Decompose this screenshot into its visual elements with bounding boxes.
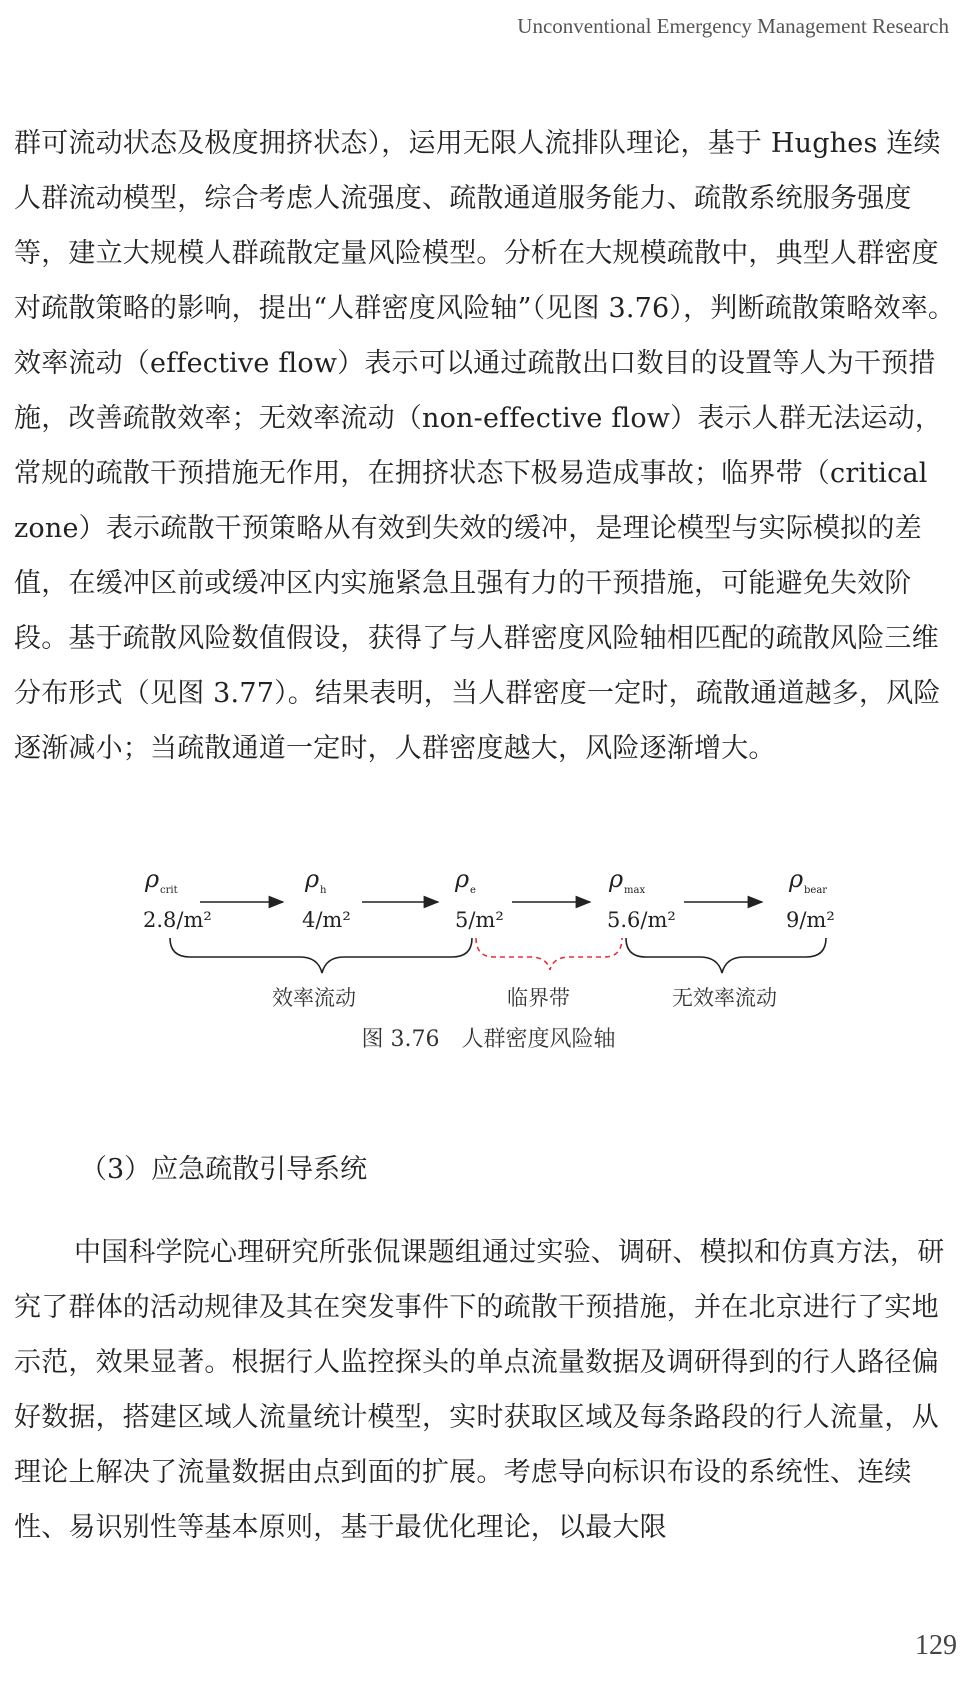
- critical-zone-brace: [476, 938, 622, 970]
- density-value-max: 5.6/m²: [607, 908, 676, 932]
- density-value-bear: 9/m²: [786, 908, 835, 932]
- crowd-density-risk-axis-figure: [0, 855, 977, 1045]
- paragraph-text: 中国科学院心理研究所张侃课题组通过实验、调研、模拟和仿真方法，研究了群体的活动规律及其在突发事件下的疏散干预措施，并在北京进行了实地示范，效果显著。根据行人监控探头的单点流量数据及调研得到的行人路径偏好数据，搭建区域人流量统计模型，实时获取区域及每条路段的行人流量，从理论上解决了流量数据由点到面的扩展。考虑导向标识布设的系统性、连续性、易识别性等基本原则，基于最优化理论，以最大限: [14, 1237, 945, 1543]
- rho-subscript-max: max: [624, 885, 646, 896]
- body-paragraph-1: [14, 116, 964, 776]
- rho-subscript-bear: bear: [804, 885, 828, 896]
- section-heading: （3）应急疏散引导系统: [80, 1154, 368, 1185]
- non-effective-flow-brace: [626, 938, 826, 973]
- zone-label-effective-flow: 效率流动: [272, 986, 356, 1010]
- rho-symbol-e: ρ: [455, 865, 470, 893]
- rho-subscript-e: e: [470, 885, 476, 896]
- rho-symbol-crit: ρ: [145, 865, 160, 893]
- body-paragraph-2: [14, 1225, 964, 1555]
- figure-caption: 图 3.76 人群密度风险轴: [361, 1027, 616, 1052]
- rho-symbol-h: ρ: [305, 865, 320, 893]
- effective-flow-brace: [170, 938, 472, 973]
- risk-axis-diagram: [0, 855, 977, 1015]
- running-header: Unconventional Emergency Management Research: [517, 14, 949, 38]
- rho-subscript-h: h: [320, 885, 327, 896]
- density-value-h: 4/m²: [302, 908, 351, 932]
- density-value-crit: 2.8/m²: [143, 908, 212, 932]
- page-number: 129: [915, 1630, 957, 1661]
- density-value-e: 5/m²: [455, 908, 504, 932]
- rho-symbol-max: ρ: [609, 865, 624, 893]
- rho-subscript-crit: crit: [160, 885, 178, 896]
- rho-symbol-bear: ρ: [789, 865, 804, 893]
- zone-label-critical-zone: 临界带: [507, 986, 570, 1010]
- zone-label-non-effective-flow: 无效率流动: [672, 986, 777, 1010]
- paragraph-text: 群可流动状态及极度拥挤状态），运用无限人流排队理论，基于 Hughes 连续人群流动模型，综合考虑人流强度、疏散通道服务能力、疏散系统服务强度等，建立大规模人群疏散定量风险模型。分析在大规模疏散中，典型人群密度对疏散策略的影响，提出“人群密度风险轴”（见图 3.76），判断疏散策略效率。效率流动（effective flow）表示可以通过疏散出口数目的设置等人为干预措施，改善疏散效率；无效率流动（non-effective flow）表示人群无法运动，常规的疏散干预措施无作用，在拥挤状态下极易造成事故；临界带（critical zone）表示疏散干预策略从有效到失效的缓冲，是理论模型与实际模拟的差值，在缓冲区前或缓冲区内实施紧急且强有力的干预措施，可能避免失效阶段。基于疏散风险数值假设，获得了与人群密度风险轴相匹配的疏散风险三维分布形式（见图 3.77）。结果表明，当人群密度一定时，疏散通道越多，风险逐渐减小；当疏散通道一定时，人群密度越大，风险逐渐增大。: [14, 128, 956, 764]
